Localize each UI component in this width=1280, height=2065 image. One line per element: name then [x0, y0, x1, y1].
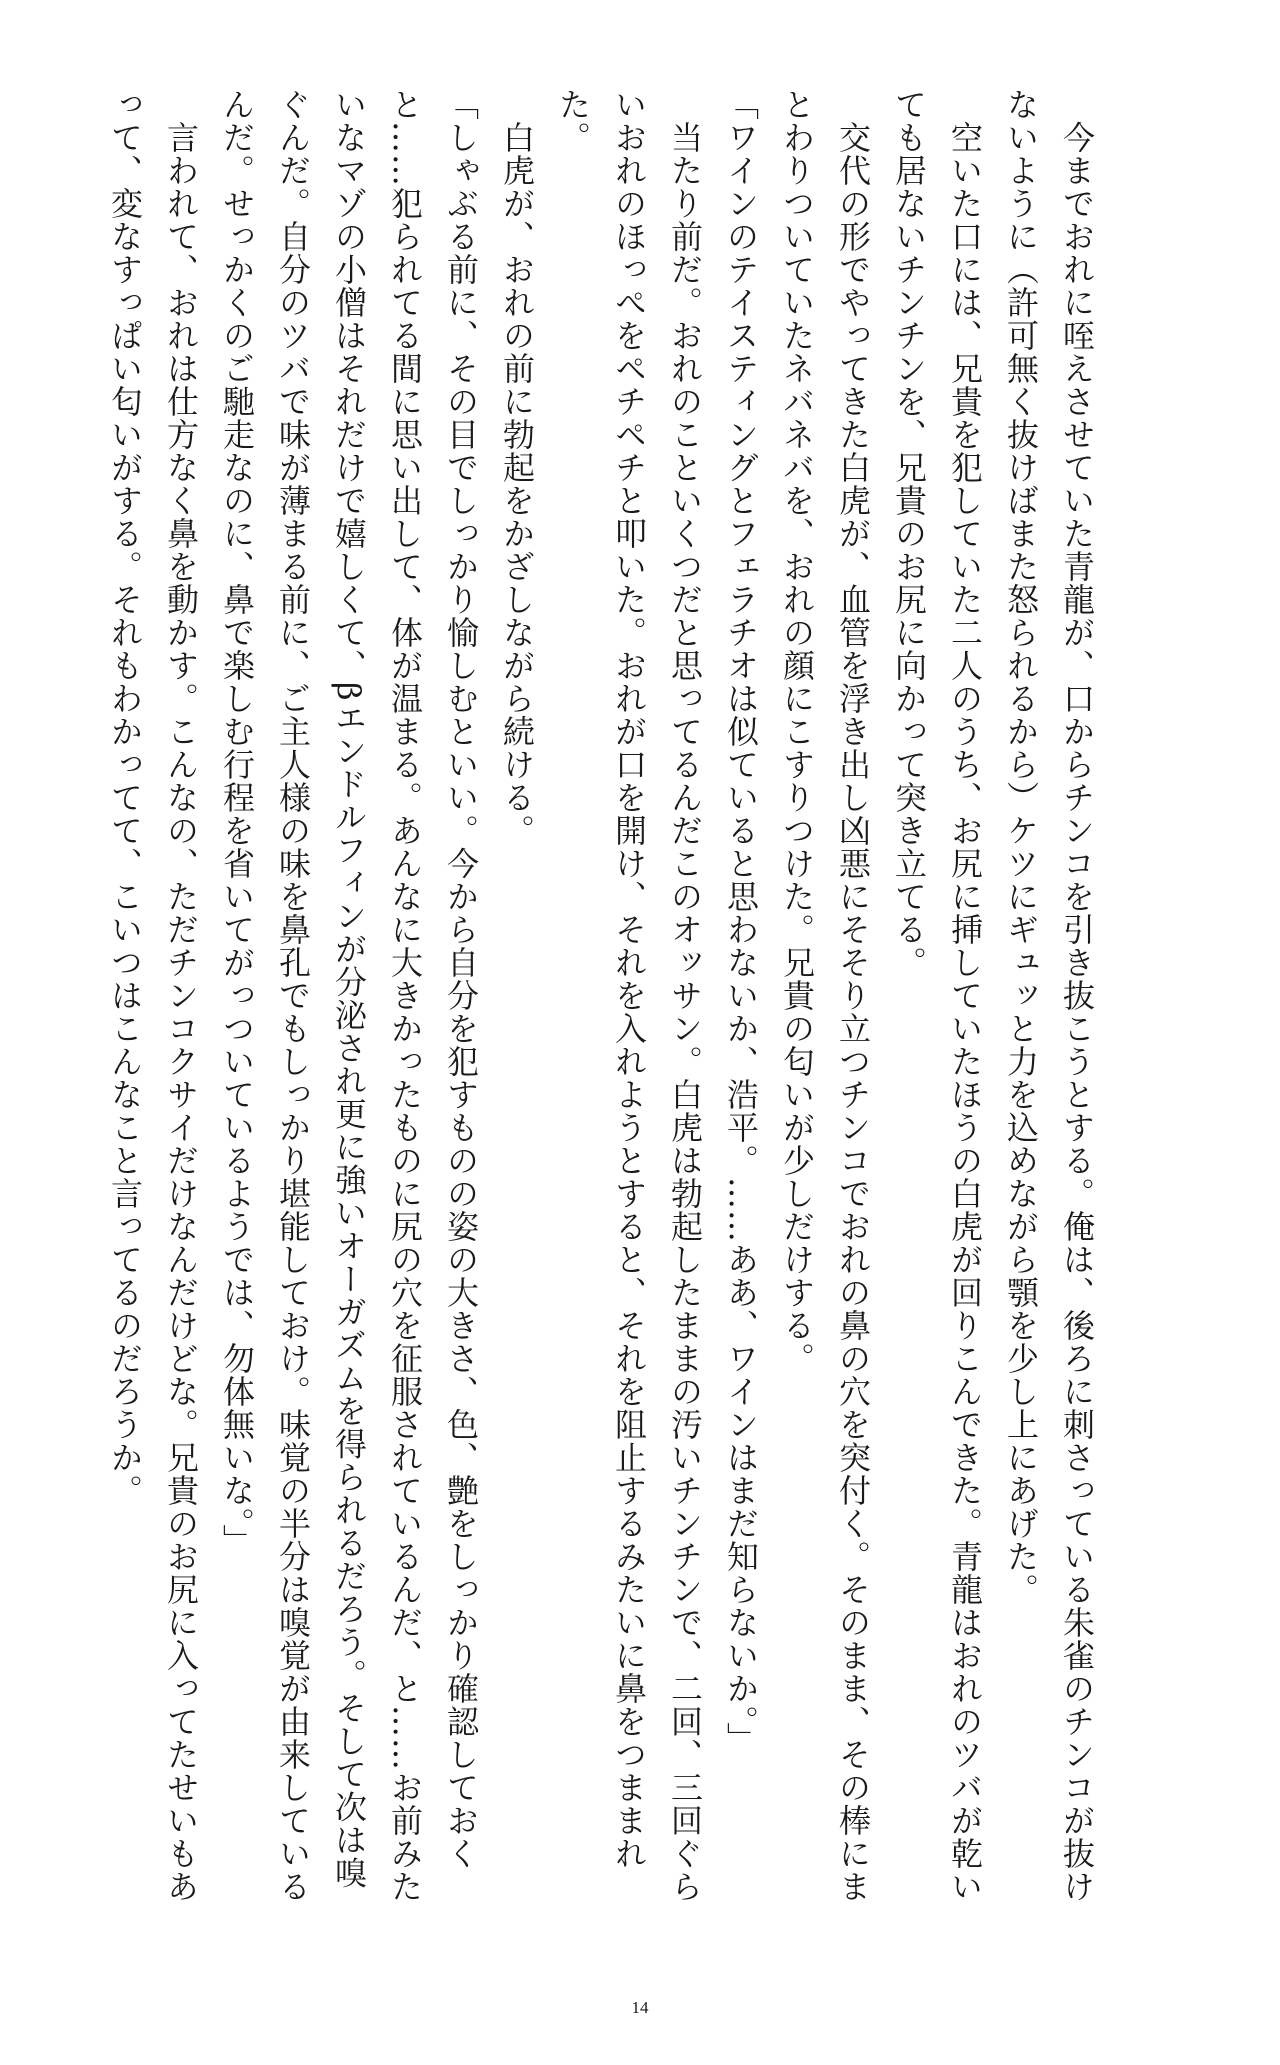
paragraph-7-dialogue: 「しゃぶる前に、その目でしっかり愉しむといい。今から自分を犯すものの姿の大きさ、色、艶をしっかり確認しておくと……犯られてる間に思い出して、体が温まる。あんなに大きかったものに尻の穴を征服されているんだ、と……お前みたいなマゾの小僧はそれだけで嬉しくて、βエンドルフィンが分泌され更に強いオーガズムを得られるだろう。そして次は嗅ぐんだ。自分のツバで味が薄まる前に、ご主人様の味を鼻孔でもしっかり堪能しておけ。味覚の半分は嗅覚が由来しているんだ。せっかくのご馳走なのに、鼻で楽しむ行程を省いてがっついているようでは、勿体無いな。」	[218, 88, 480, 1903]
page-number: 14	[631, 1998, 649, 2017]
paragraph-2: 空いた口には、兄貴を犯していた二人のうち、お尻に挿していたほうの白虎が回りこんできた。青龍はおれのツバが乾いても居ないチンチンを、兄貴のお尻に向かって突き立てる。	[890, 88, 984, 1903]
paragraph-6: 白虎が、おれの前に勃起をかざしながら続ける。	[498, 88, 536, 847]
paragraph-5: 当たり前だ。おれのこといくつだと思ってるんだこのオッサン。白虎は勃起したままの汚いチンチンで、二回、三回ぐらいおれのほっぺをペチペチと叩いた。おれが口を開け、それを入れようとすると、それを阻止するみたいに鼻をつままれた。	[554, 88, 704, 1903]
paragraph-8: 言われて、おれは仕方なく鼻を動かす。こんなの、ただチンコクサイだけなんだけどな。兄貴のお尻に入ってたせいもあって、変なすっぱい匂いがする。それもわかってて、こいつはこんなこと言ってるのだろうか。	[106, 88, 200, 1903]
paragraph-3: 交代の形でやってきた白虎が、血管を浮き出し凶悪にそそり立つチンコでおれの鼻の穴を突付く。そのまま、その棒にまとわりついていたネバネバを、おれの顔にこすりつけた。兄貴の匂いが少しだけする。	[778, 88, 872, 1903]
vertical-text-body	[106, 88, 1105, 1908]
paragraph-1: 今までおれに咥えさせていた青龍が、口からチンコを引き抜こうとする。俺は、後ろに刺さっている朱雀のチンコが抜けないように（許可無く抜けばまた怒られるから）ケツにギュッと力を込めながら顎を少し上にあげた。	[1002, 88, 1096, 1903]
paragraph-4-dialogue: 「ワインのテイスティングとフェラチオは似ていると思わないか、浩平。……ああ、ワインはまだ知らないか。」	[722, 88, 760, 1755]
